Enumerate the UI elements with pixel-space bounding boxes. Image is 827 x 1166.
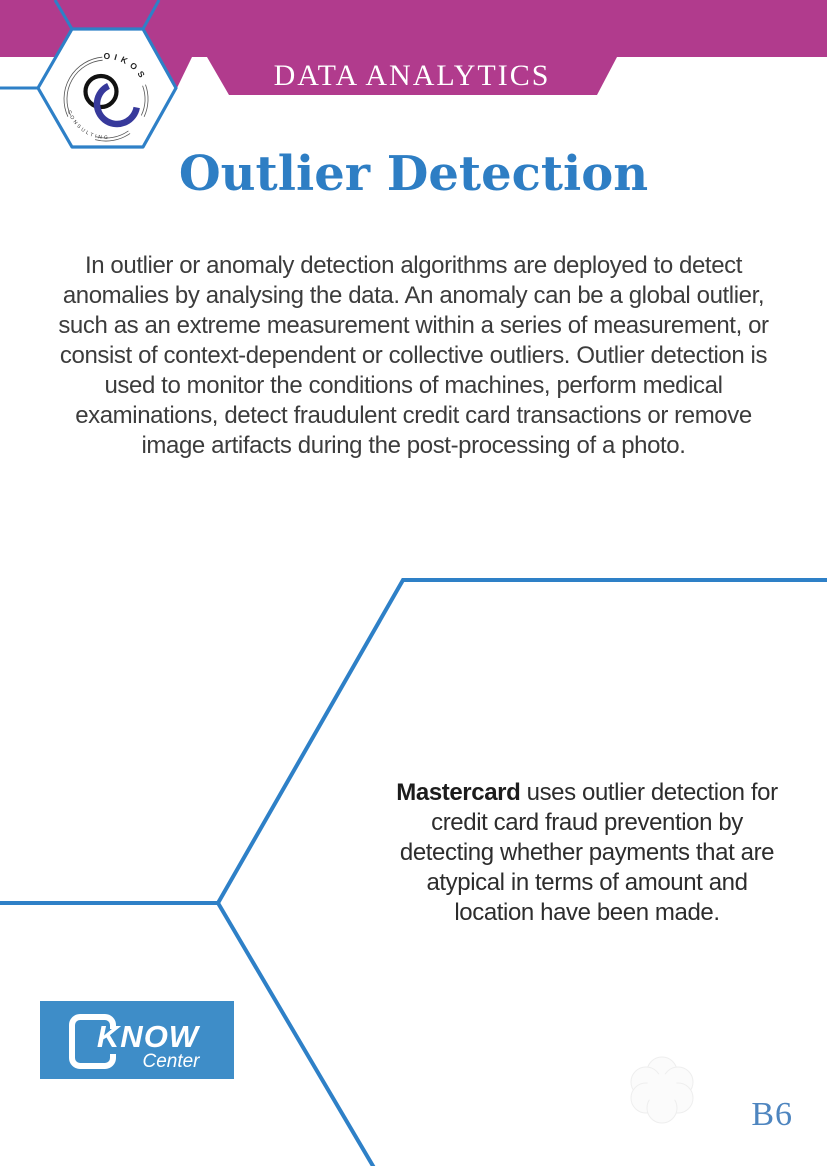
oikos-arc-top-text: OIKOS [103, 50, 150, 83]
case-study-brand: Mastercard [396, 779, 521, 806]
page-number: B6 [751, 1096, 793, 1133]
watermark-flower-icon [631, 1057, 693, 1123]
intro-paragraph: In outlier or anomaly detection algorithms are deployed to detect anomalies by analysing the data. An anomaly can be a global outlier, such as an extreme measurement within a series of measurement, or consist of context-dependent or collective outliers. Outlier detection is used to monitor the conditions of machines, perform medical examinations, detect fraudulent credit card transactions or remove image artifacts during the post-processing of a photo. [58, 252, 769, 459]
oikos-arc-bottom-text: CONSULTING [65, 109, 111, 142]
know-center-know-text: KNOW [96, 1019, 200, 1054]
case-study-paragraph [393, 778, 781, 928]
know-center-logo [40, 1001, 234, 1079]
case-study-body: uses outlier detection for credit card fraud prevention by detecting whether payments that are atypical in terms of amount and location have been made. [399, 779, 778, 926]
banner-label: DATA ANALYTICS [273, 59, 551, 92]
page-title: Outlier Detection [178, 146, 649, 202]
know-center-center-text: Center [142, 1051, 200, 1072]
